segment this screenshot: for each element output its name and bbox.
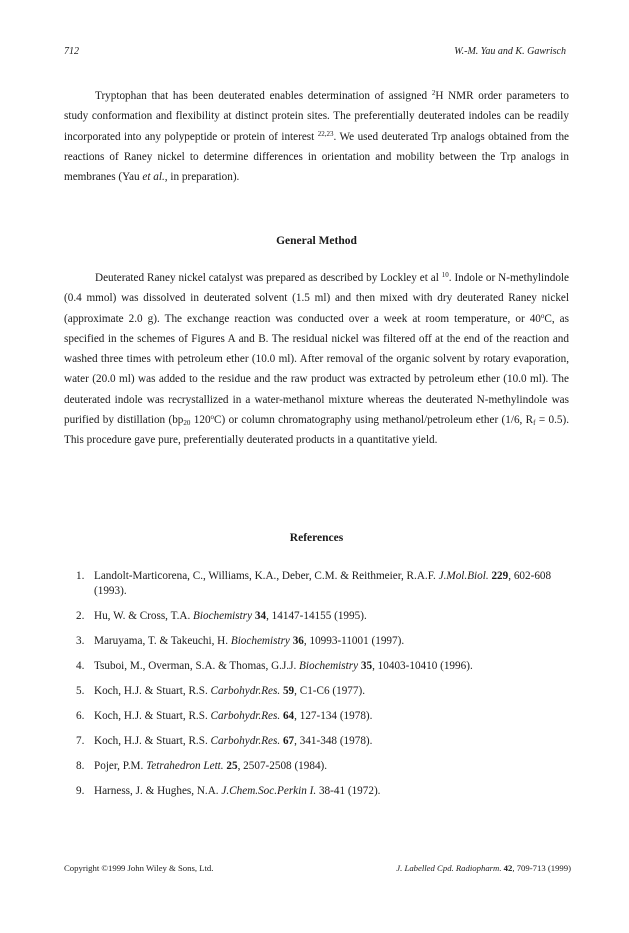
- reference-journal: Biochemistry: [193, 609, 253, 622]
- reference-item: [64, 609, 569, 624]
- reference-journal: Carbohydr.Res.: [210, 734, 281, 747]
- reference-volume: 59: [282, 684, 295, 697]
- method-text-1: Deuterated Raney nickel catalyst was prepared as described by Lockley et al: [95, 272, 442, 284]
- intro-text-4: , in preparation).: [164, 171, 240, 184]
- reference-authors: Koch, H.J. & Stuart, R.S.: [94, 734, 211, 747]
- reference-item: [64, 684, 569, 699]
- reference-item: [64, 734, 569, 749]
- rf-subscript: f: [533, 419, 536, 428]
- reference-pages: , 14147-14155 (1995).: [266, 609, 367, 622]
- page-footer: [64, 863, 571, 877]
- reference-item: [64, 784, 569, 799]
- reference-journal: Tetrahedron Lett.: [146, 759, 224, 772]
- reference-authors: Landolt-Marticorena, C., Williams, K.A., Deber, C.M. & Reithmeier, R.A.F.: [94, 570, 439, 582]
- reference-journal: Carbohydr.Res.: [210, 684, 281, 697]
- reference-authors: Koch, H.J. & Stuart, R.S.: [94, 709, 211, 722]
- reference-pages: , 127-134 (1978).: [294, 709, 373, 722]
- reference-pages: 38-41 (1972).: [316, 784, 381, 797]
- reference-number: 9.: [76, 784, 85, 797]
- reference-number: 6.: [76, 709, 85, 722]
- reference-number: 4.: [76, 659, 85, 672]
- footer-journal-name: J. Labelled Cpd. Radiopharm.: [396, 863, 502, 873]
- page-number: 712: [64, 46, 79, 57]
- method-text-3: C, as specified in the schemes of Figures A and B. The residual nickel was filtered off at the end of the reaction and washed three times with petroleum ether (10.0 ml). After removal of the organic solvent by rotary evaporation, water (20.0 ml) was added to the residue and the raw product was extracted by petroleum ether (10.0 ml). The deuterated indole was recrystallized in a water-methanol mixture whereas the deuterated N-methylindole was purified by distillation (bp: [64, 312, 569, 427]
- intro-text-1: Tryptophan that has been deuterated enables determination of assigned: [95, 90, 432, 102]
- reference-journal: Carbohydr.Res.: [210, 709, 281, 722]
- reference-pages: , 10993-11001 (1997).: [303, 634, 405, 647]
- reference-pages: , 602-608 (1993).: [94, 570, 552, 597]
- reference-volume: 35: [360, 659, 373, 672]
- reference-pages: , 10403-10410 (1996).: [372, 659, 473, 672]
- intro-paragraph: [64, 86, 569, 187]
- reference-volume: 34: [254, 609, 267, 622]
- reference-number: 8.: [76, 759, 85, 772]
- reference-authors: Maruyama, T. & Takeuchi, H.: [94, 634, 231, 647]
- reference-authors: Tsuboi, M., Overman, S.A. & Thomas, G.J.J.: [94, 659, 300, 672]
- reference-item: [64, 569, 569, 598]
- reference-item: [64, 759, 569, 774]
- reference-authors: Koch, H.J. & Stuart, R.S.: [94, 684, 211, 697]
- section-heading-general-method: General Method: [276, 235, 357, 247]
- reference-volume: 64: [282, 709, 295, 722]
- running-header: [64, 46, 566, 60]
- method-text-4: 120: [190, 414, 211, 427]
- reference-authors: Hu, W. & Cross, T.A.: [94, 609, 194, 622]
- reference-number: 7.: [76, 734, 85, 747]
- reference-authors: Harness, J. & Hughes, N.A.: [94, 784, 222, 797]
- footer-volume: 42: [503, 863, 513, 873]
- copyright-notice: Copyright ©1999 John Wiley & Sons, Ltd.: [64, 863, 214, 873]
- reference-list: [64, 569, 569, 809]
- reference-number: 1.: [76, 570, 85, 582]
- reference-pages: , C1-C6 (1977).: [294, 684, 365, 697]
- et-al: et al.: [142, 171, 165, 184]
- reference-authors: Pojer, P.M.: [94, 759, 147, 772]
- reference-journal: Biochemistry: [299, 659, 359, 672]
- citation-superscript: 10: [441, 271, 449, 279]
- reference-journal: Biochemistry: [230, 634, 290, 647]
- isotope-superscript: 2: [431, 89, 436, 97]
- reference-item: [64, 659, 569, 674]
- reference-item: [64, 634, 569, 649]
- journal-citation: [396, 863, 571, 873]
- method-text-5: C) or column chromatography using methanol/petroleum ether (1/6, R: [214, 414, 534, 427]
- running-header-authors: W.-M. Yau and K. Gawrisch: [454, 46, 566, 57]
- bp-subscript: 20: [183, 419, 191, 428]
- reference-journal: J.Mol.Biol.: [438, 570, 489, 582]
- degree-superscript: o: [540, 311, 545, 320]
- reference-number: 3.: [76, 634, 85, 647]
- method-paragraph: [64, 268, 569, 451]
- reference-volume: 67: [282, 734, 295, 747]
- degree-superscript: o: [210, 413, 215, 422]
- reference-volume: 25: [226, 759, 238, 772]
- reference-volume: 229: [491, 570, 509, 582]
- reference-volume: 36: [292, 634, 304, 647]
- intro-text-2: H NMR order parameters to study conformation and flexibility at distinct protein sites. The preferentially deuterated indoles can be readily incorporated into any polypeptide or protein of interest: [64, 90, 569, 143]
- reference-pages: , 2507-2508 (1984).: [237, 759, 328, 772]
- reference-item: [64, 709, 569, 724]
- footer-pages: , 709-713 (1999): [512, 863, 571, 873]
- reference-journal: J.Chem.Soc.Perkin I.: [221, 784, 317, 797]
- intro-text-3: . We used deuterated Trp analogs obtained from the reactions of Raney nickel to determine differences in orientation and mobility between the Trp analogs in membranes (Yau: [64, 130, 569, 184]
- method-text-6: = 0.5). This procedure gave pure, preferentially deuterated products in a quantitative yield.: [64, 414, 569, 447]
- section-heading-references: References: [289, 532, 344, 544]
- method-text-2: . Indole or N-methylindole (0.4 mmol) was dissolved in deuterated solvent (1.5 ml) and then mixed with dry deuterated Raney nickel (approximate 2.0 g). The exchange reaction was conducted over a week at room temperature, or 40: [64, 272, 569, 325]
- reference-pages: , 341-348 (1978).: [294, 734, 373, 747]
- reference-number: 5.: [76, 684, 85, 697]
- citation-superscript: 22,23: [317, 129, 334, 138]
- reference-number: 2.: [76, 609, 85, 622]
